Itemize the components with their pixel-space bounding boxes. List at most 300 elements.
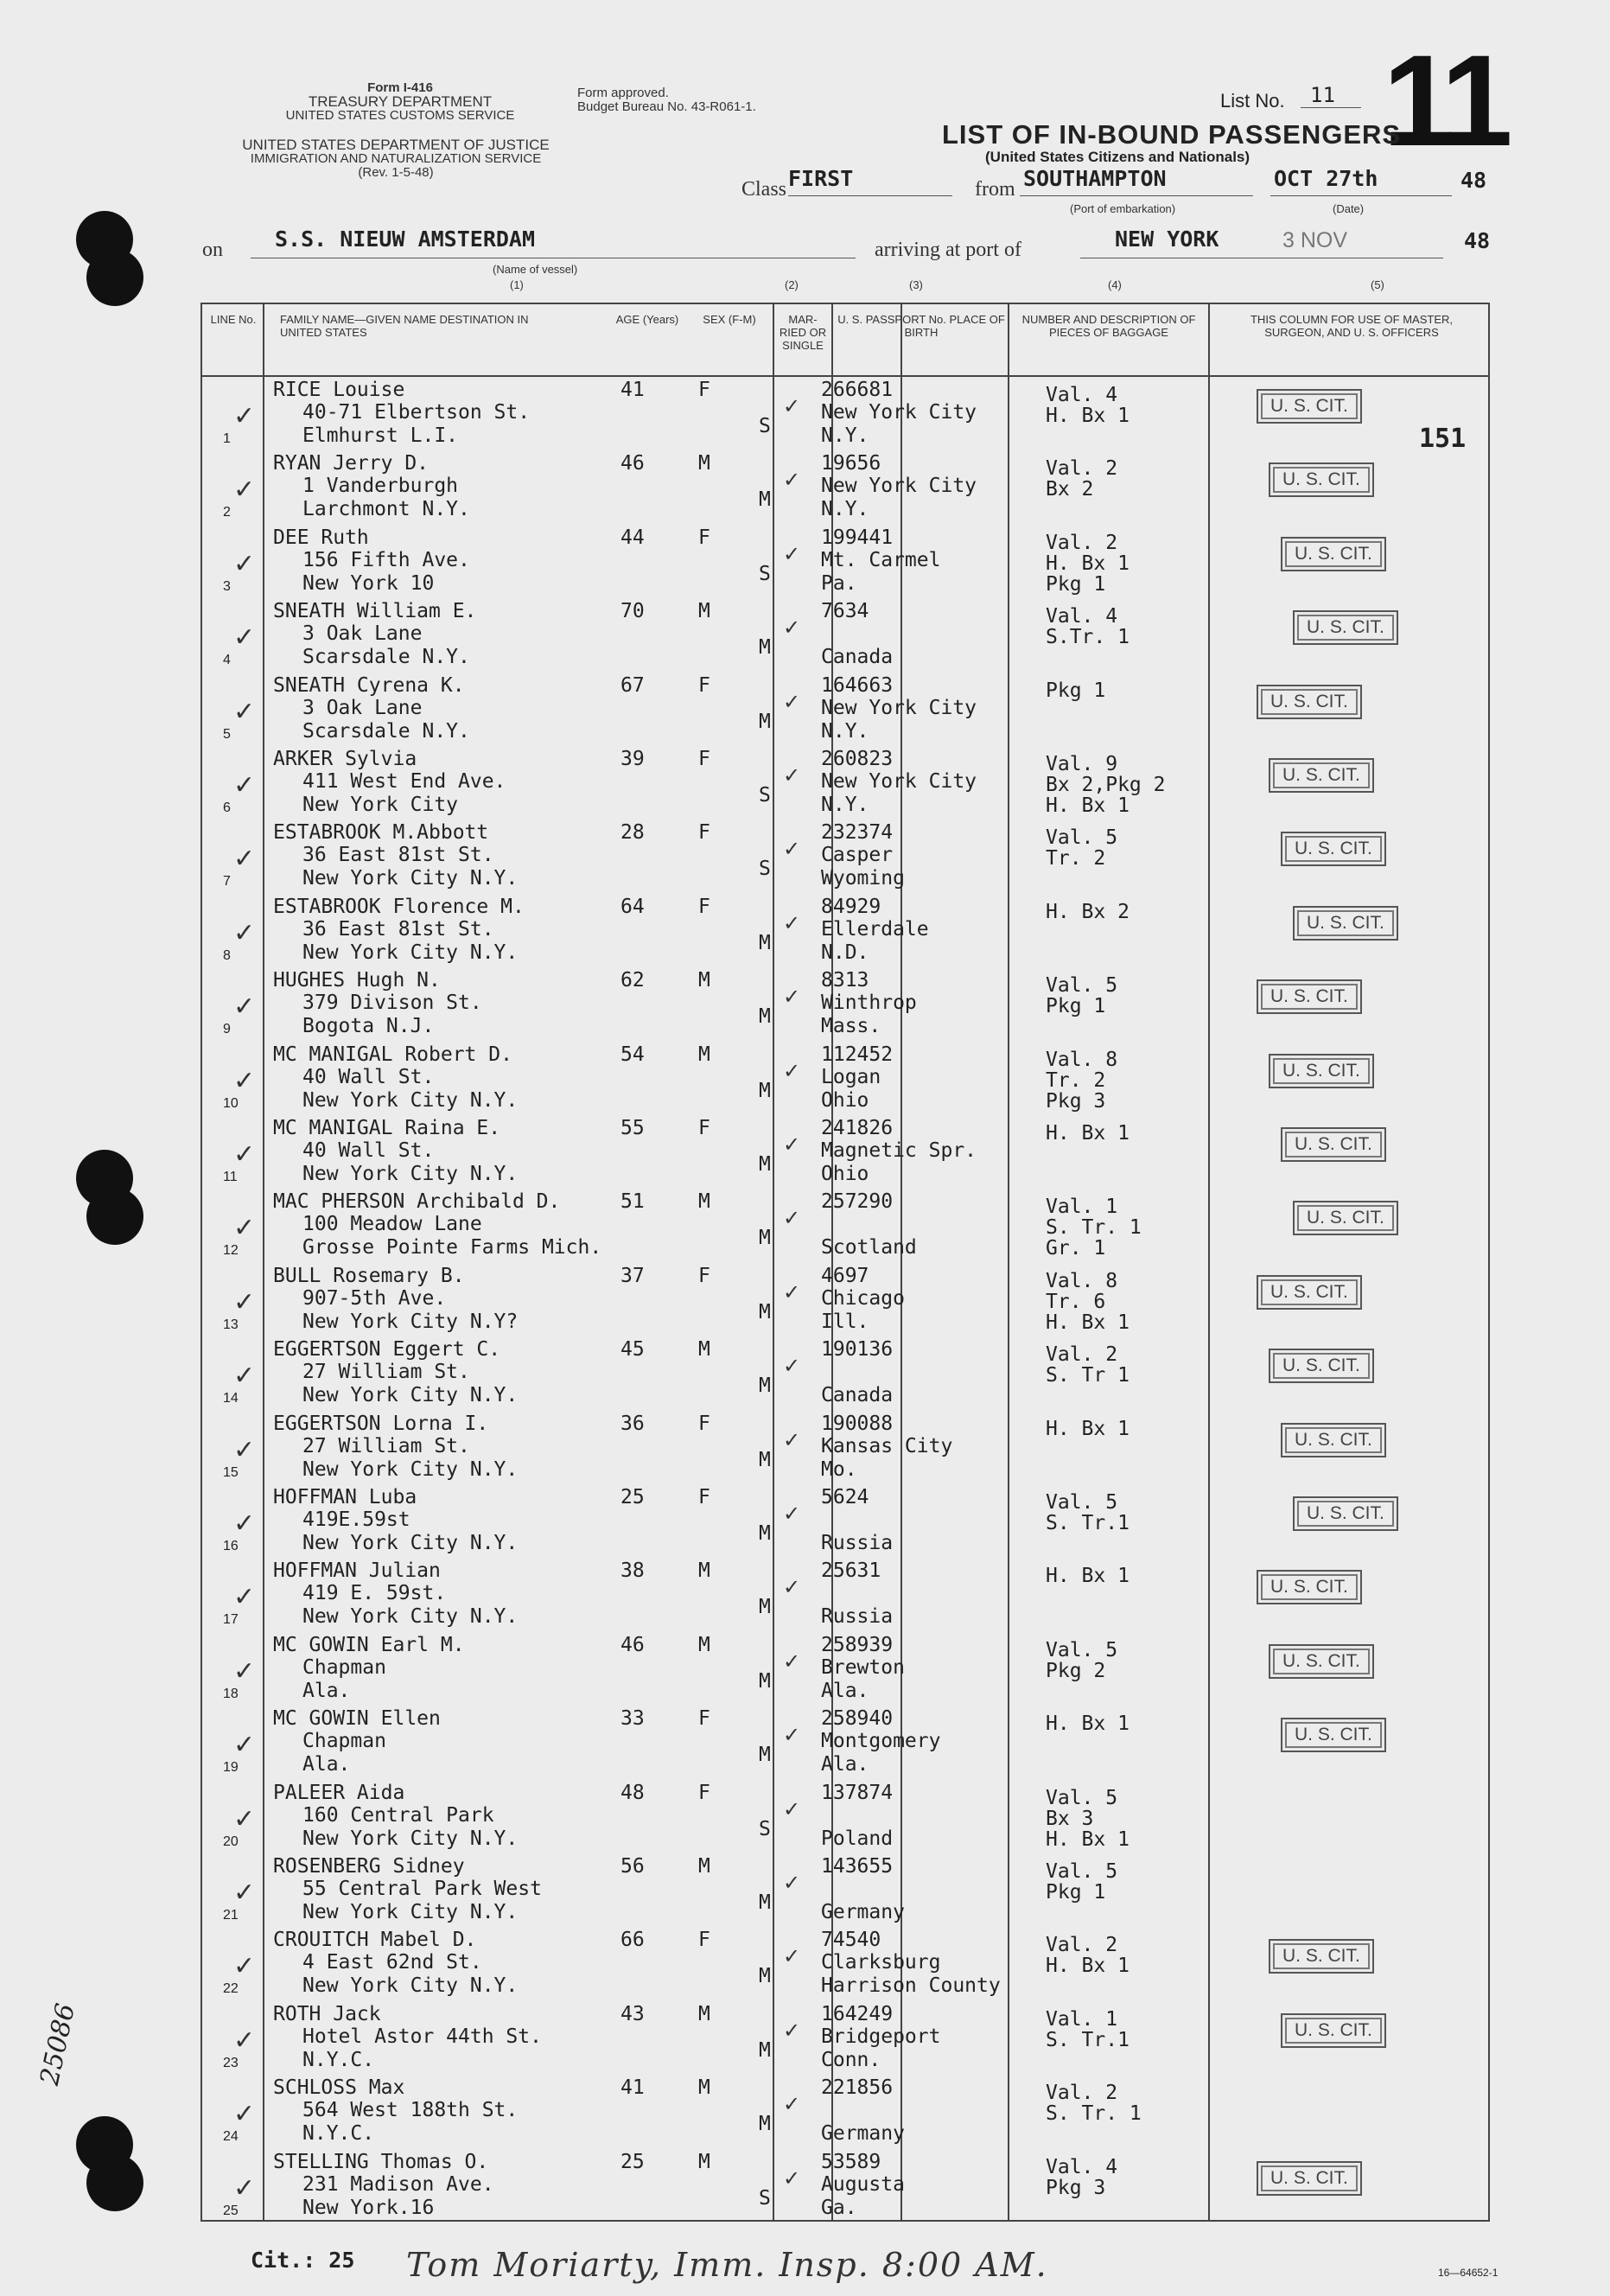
table-row <box>202 2001 1492 2076</box>
passenger-age: 46 <box>620 1633 645 1656</box>
passenger-age: 25 <box>620 2150 645 2173</box>
passenger-address-line1: 411 West End Ave. <box>302 770 506 793</box>
passport-number: 232374 <box>821 821 894 845</box>
line-no: 6 <box>223 800 231 815</box>
col-header-line-no: LINE No. <box>210 313 257 326</box>
passenger-age: 39 <box>620 748 645 770</box>
passenger-address-line1: 3 Oak Lane <box>302 622 423 646</box>
passenger-age: 44 <box>620 526 645 549</box>
budget-bureau: Budget Bureau No. 43-R061-1. <box>577 99 756 114</box>
birth-place-line1: New York City <box>821 770 977 793</box>
check-mark: ✓ <box>783 1723 801 1748</box>
passenger-age: 66 <box>620 1929 645 1952</box>
baggage-line2: S. Tr.1 <box>1046 2028 1130 2051</box>
from-underline <box>1020 195 1253 196</box>
birth-place-line1: Magnetic Spr. <box>821 1139 977 1162</box>
passenger-age: 36 <box>620 1412 645 1435</box>
passenger-marital-status: M <box>759 1744 771 1767</box>
check-mark: ✓ <box>233 401 256 431</box>
line-no: 13 <box>223 1317 239 1332</box>
us-citizen-stamp: U. S. CIT. <box>1257 2161 1362 2196</box>
check-mark: ✓ <box>233 992 256 1023</box>
passenger-age: 25 <box>620 1486 645 1508</box>
check-mark: ✓ <box>783 1132 801 1157</box>
birth-place-line2: N.Y. <box>821 424 869 447</box>
table-row <box>202 1411 1492 1485</box>
table-row <box>202 1558 1492 1632</box>
list-no-value: 11 <box>1310 83 1335 107</box>
passenger-sex: M <box>698 1633 710 1656</box>
passport-number: 53589 <box>821 2150 881 2173</box>
passenger-address-line1: 40 Wall St. <box>302 1065 435 1088</box>
check-mark: ✓ <box>233 1139 256 1170</box>
passport-number: 4697 <box>821 1264 869 1287</box>
table-row <box>202 2075 1492 2149</box>
passenger-name: ROSENBERG Sidney <box>273 1855 465 1878</box>
baggage-line1: Val. 1 <box>1046 2007 1118 2031</box>
line-no: 2 <box>223 505 231 520</box>
check-mark: ✓ <box>783 1575 801 1600</box>
passenger-age: 62 <box>620 969 645 992</box>
birth-place-line2: N.Y. <box>821 794 869 816</box>
birth-place-line2: N.D. <box>821 941 869 964</box>
passport-number: 260823 <box>821 748 894 770</box>
passenger-marital-status: S <box>759 415 771 437</box>
passenger-sex: F <box>698 1929 710 1952</box>
col-header-sex: SEX (F-M) <box>703 313 756 326</box>
passenger-name: MC GOWIN Earl M. <box>273 1633 465 1656</box>
line-no: 16 <box>223 1539 239 1553</box>
line-no: 23 <box>223 2055 239 2070</box>
birth-place-line1: Chicago <box>821 1286 905 1310</box>
year-value: 48 <box>1460 168 1487 193</box>
birth-place-line1: New York City <box>821 401 977 424</box>
birth-place-line2: Ala. <box>821 1679 869 1702</box>
passenger-address-line1: 36 East 81st St. <box>302 917 494 941</box>
birth-place-line1: Ellerdale <box>821 917 929 941</box>
passenger-sex: F <box>698 1264 710 1287</box>
passport-number: 258939 <box>821 1633 894 1656</box>
passenger-marital-status: M <box>759 1300 771 1323</box>
table-row <box>202 746 1492 820</box>
passport-number: 84929 <box>821 895 881 918</box>
baggage-line2: S.Tr. 1 <box>1046 626 1130 649</box>
check-mark: ✓ <box>783 2018 801 2043</box>
birth-place-line2: Russia <box>821 1532 894 1554</box>
passenger-age: 28 <box>620 821 645 845</box>
baggage-line1: H. Bx 2 <box>1046 900 1130 923</box>
port-embarkation-caption: (Port of embarkation) <box>1070 202 1176 215</box>
birth-place-line2: Conn. <box>821 2048 881 2071</box>
birth-place-line2: Pa. <box>821 571 857 595</box>
immigration-service: IMMIGRATION AND NATURALIZATION SERVICE <box>250 151 542 166</box>
baggage-line1: H. Bx 1 <box>1046 1417 1130 1440</box>
passenger-marital-status: M <box>759 931 771 954</box>
table-row <box>202 2149 1492 2223</box>
baggage-line1: Val. 2 <box>1046 1343 1118 1367</box>
passenger-address-line1: 379 Divison St. <box>302 992 482 1015</box>
line-no: 9 <box>223 1022 231 1037</box>
birth-place-line2: Russia <box>821 1605 894 1629</box>
form-header-justice <box>197 138 595 180</box>
passenger-address-line2: Grosse Pointe Farms Mich. <box>302 1236 602 1260</box>
check-mark: ✓ <box>783 1944 801 1969</box>
birth-place-line2: Ga. <box>821 2196 857 2219</box>
line-no: 8 <box>223 947 231 963</box>
line-no: 15 <box>223 1464 239 1480</box>
passenger-sex: M <box>698 1559 710 1583</box>
passenger-sex: M <box>698 1855 710 1878</box>
form-subtitle: (United States Citizens and Nationals) <box>985 149 1250 165</box>
passenger-address-line2: New York City N.Y. <box>302 1605 519 1629</box>
check-mark: ✓ <box>783 615 801 641</box>
passenger-name: PALEER Aida <box>273 1781 405 1804</box>
passenger-address-line1: 3 Oak Lane <box>302 696 423 719</box>
passenger-name: HUGHES Hugh N. <box>273 969 441 992</box>
check-mark: ✓ <box>783 1502 801 1526</box>
col-num-1: (1) <box>510 278 524 291</box>
passport-number: 25631 <box>821 1559 881 1583</box>
check-mark: ✓ <box>233 844 256 875</box>
passenger-sex: M <box>698 2002 710 2025</box>
passport-number: 190088 <box>821 1412 894 1435</box>
passenger-address-line1: 36 East 81st St. <box>302 844 494 867</box>
birth-place-line2: Harrison County <box>821 1974 1001 1998</box>
col-header-name: FAMILY NAME—GIVEN NAME DESTINATION IN UNITED STATES <box>280 313 529 339</box>
baggage-line2: H. Bx 1 <box>1046 1955 1130 1978</box>
passenger-age: 33 <box>620 1707 645 1731</box>
punch-hole <box>86 1188 143 1245</box>
birth-place-line2: Canada <box>821 646 894 669</box>
us-citizen-stamp: U. S. CIT. <box>1257 1275 1362 1310</box>
passenger-name: SNEATH Cyrena K. <box>273 673 465 697</box>
check-mark: ✓ <box>783 2165 801 2191</box>
passenger-name: DEE Ruth <box>273 526 369 549</box>
passenger-age: 64 <box>620 895 645 918</box>
passenger-name: EGGERTSON Lorna I. <box>273 1412 489 1435</box>
col-header-married: MAR-RIED OR SINGLE <box>779 313 827 352</box>
line-no: 24 <box>223 2129 239 2145</box>
passenger-age: 38 <box>620 1559 645 1583</box>
birth-place-line2: Mass. <box>821 1015 881 1038</box>
passenger-marital-status: M <box>759 1005 771 1029</box>
punch-hole <box>86 249 143 306</box>
us-citizen-stamp: U. S. CIT. <box>1269 758 1374 793</box>
form-title: LIST OF IN-BOUND PASSENGERS <box>942 119 1402 150</box>
baggage-line1: Val. 4 <box>1046 2155 1118 2178</box>
us-citizen-stamp: U. S. CIT. <box>1281 537 1386 571</box>
baggage-line3: Pkg 1 <box>1046 572 1106 596</box>
baggage-line1: Val. 5 <box>1046 1638 1118 1661</box>
passport-number: 241826 <box>821 1117 894 1139</box>
baggage-line3: Pkg 3 <box>1046 1089 1106 1113</box>
passenger-marital-status: M <box>759 1153 771 1176</box>
passenger-name: SNEATH William E. <box>273 600 477 623</box>
check-mark: ✓ <box>233 548 256 579</box>
passenger-name: MAC PHERSON Archibald D. <box>273 1190 561 1214</box>
line-no: 4 <box>223 653 231 668</box>
check-mark: ✓ <box>783 2092 801 2117</box>
passenger-age: 54 <box>620 1043 645 1066</box>
baggage-line1: Val. 9 <box>1046 753 1118 775</box>
passenger-age: 67 <box>620 673 645 697</box>
passport-number: 8313 <box>821 969 869 992</box>
passenger-address-line2: New York City N.Y. <box>302 1088 519 1112</box>
birth-place-line1: Bridgeport <box>821 2025 941 2048</box>
line-no: 12 <box>223 1243 239 1259</box>
passenger-marital-status: S <box>759 562 771 585</box>
date-caption: (Date) <box>1333 202 1365 215</box>
treasury-dept: TREASURY DEPARTMENT <box>308 93 493 110</box>
passenger-marital-status: M <box>759 1227 771 1250</box>
passenger-address-line2: New York City <box>302 794 459 816</box>
baggage-line2: H. Bx 1 <box>1046 405 1130 427</box>
us-citizen-stamp: U. S. CIT. <box>1293 1496 1398 1531</box>
passport-number: 19656 <box>821 452 881 475</box>
form-header-treasury <box>197 81 603 123</box>
check-mark: ✓ <box>783 394 801 418</box>
passenger-address-line2: N.Y.C. <box>302 2048 375 2071</box>
passenger-marital-status: M <box>759 1669 771 1693</box>
passenger-address-line1: 4 East 62nd St. <box>302 1951 482 1974</box>
passenger-address-line2: N.Y.C. <box>302 2122 375 2146</box>
table-row <box>202 1115 1492 1189</box>
baggage-line1: Val. 2 <box>1046 457 1118 481</box>
us-citizen-stamp: U. S. CIT. <box>1269 1349 1374 1383</box>
passenger-marital-status: M <box>759 1522 771 1545</box>
check-mark: ✓ <box>233 1655 256 1687</box>
passenger-marital-status: M <box>759 1079 771 1102</box>
baggage-line2: Pkg 1 <box>1046 995 1106 1018</box>
passenger-address-line2: Scarsdale N.Y. <box>302 646 470 669</box>
baggage-line1: Val. 5 <box>1046 1491 1118 1514</box>
check-mark: ✓ <box>783 985 801 1010</box>
check-mark: ✓ <box>783 1058 801 1083</box>
passenger-address-line2: New York City N.Y. <box>302 1457 519 1481</box>
check-mark: ✓ <box>783 1796 801 1821</box>
us-citizen-stamp: U. S. CIT. <box>1269 1939 1374 1974</box>
check-mark: ✓ <box>233 696 256 727</box>
passenger-address-line2: Ala. <box>302 1679 351 1702</box>
birth-place-line1: Casper <box>821 844 894 867</box>
arrival-date: 3 NOV <box>1282 228 1348 252</box>
passport-number: 5624 <box>821 1486 869 1508</box>
passenger-address-line1: Chapman <box>302 1655 386 1679</box>
passenger-sex: F <box>698 1781 710 1804</box>
handwritten-list-number: 11 <box>1383 28 1506 173</box>
passport-number: 112452 <box>821 1043 894 1066</box>
baggage-line1: Val. 1 <box>1046 1196 1118 1219</box>
passenger-marital-status: M <box>759 1374 771 1398</box>
table-row <box>202 1484 1492 1559</box>
passenger-age: 41 <box>620 379 645 401</box>
us-citizen-stamp: U. S. CIT. <box>1281 1423 1386 1457</box>
passenger-name: RICE Louise <box>273 379 405 401</box>
baggage-line1: Val. 5 <box>1046 826 1118 850</box>
passenger-name: ESTABROOK M.Abbott <box>273 821 489 845</box>
passenger-marital-status: M <box>759 1965 771 1988</box>
handwritten-side-note: 25086 <box>35 2000 82 2089</box>
check-mark: ✓ <box>233 1730 256 1761</box>
passenger-sex: M <box>698 969 710 992</box>
passenger-marital-status: M <box>759 488 771 512</box>
passenger-address-line2: New York City N.Y. <box>302 1974 519 1998</box>
check-mark: ✓ <box>233 1878 256 1908</box>
check-mark: ✓ <box>233 1434 256 1465</box>
us-citizen-stamp: U. S. CIT. <box>1257 685 1362 719</box>
table-row <box>202 598 1492 673</box>
customs-service: UNITED STATES CUSTOMS SERVICE <box>285 108 515 123</box>
us-citizen-stamp: U. S. CIT. <box>1281 832 1386 866</box>
baggage-line2: Pkg 3 <box>1046 2176 1106 2199</box>
passenger-address-line2: New York 10 <box>302 571 435 595</box>
passport-number: 199441 <box>821 526 894 549</box>
baggage-line3: Gr. 1 <box>1046 1237 1106 1260</box>
baggage-line1: H. Bx 1 <box>1046 1565 1130 1588</box>
table-row <box>202 1706 1492 1780</box>
birth-place-line1: Brewton <box>821 1655 905 1679</box>
birth-place-line2: Mo. <box>821 1457 857 1481</box>
baggage-line1: Val. 2 <box>1046 1934 1118 1957</box>
baggage-line2: Pkg 1 <box>1046 1881 1106 1904</box>
passenger-name: HOFFMAN Julian <box>273 1559 441 1583</box>
passenger-marital-status: M <box>759 2038 771 2062</box>
passenger-marital-status: S <box>759 2186 771 2210</box>
baggage-line2: S. Tr. 1 <box>1046 1216 1142 1240</box>
passenger-address-line2: Larchmont N.Y. <box>302 498 470 521</box>
passenger-address-line1: 55 Central Park West <box>302 1878 542 1900</box>
passenger-sex: F <box>698 1117 710 1139</box>
passenger-sex: M <box>698 2076 710 2100</box>
birth-place-line2: N.Y. <box>821 498 869 521</box>
passenger-sex: F <box>698 1412 710 1435</box>
passport-number: 266681 <box>821 379 894 401</box>
table-row <box>202 377 1492 451</box>
passport-number: 221856 <box>821 2076 894 2100</box>
table-row <box>202 894 1492 968</box>
check-mark: ✓ <box>233 1286 256 1317</box>
passenger-marital-status: M <box>759 2113 771 2136</box>
check-mark: ✓ <box>233 2025 256 2056</box>
check-mark: ✓ <box>783 541 801 566</box>
line-no: 20 <box>223 1834 239 1849</box>
col-num-5: (5) <box>1371 278 1384 291</box>
from-value: SOUTHAMPTON <box>1023 166 1167 191</box>
passenger-address-line2: New York City N.Y. <box>302 1532 519 1554</box>
passport-number: 137874 <box>821 1781 894 1804</box>
class-value: FIRST <box>788 166 854 191</box>
passenger-name: ESTABROOK Florence M. <box>273 895 525 918</box>
table-row <box>202 525 1492 599</box>
baggage-line3: H. Bx 1 <box>1046 1827 1130 1851</box>
passenger-address-line2: New York City N.Y? <box>302 1310 519 1333</box>
birth-place-line1: New York City <box>821 696 977 719</box>
table-row <box>202 1336 1492 1411</box>
passport-number: 74540 <box>821 1929 881 1952</box>
passenger-age: 45 <box>620 1338 645 1362</box>
passport-number: 190136 <box>821 1338 894 1362</box>
birth-place-line2: N.Y. <box>821 719 869 743</box>
passenger-address-line2: New York City N.Y. <box>302 1901 519 1923</box>
col-num-2: (2) <box>785 278 799 291</box>
line-no: 10 <box>223 1095 239 1111</box>
baggage-line1: Val. 4 <box>1046 384 1118 406</box>
passenger-address-line2: New York City N.Y. <box>302 1163 519 1185</box>
passenger-address-line2: New York City N.Y. <box>302 867 519 890</box>
passenger-sex: F <box>698 379 710 401</box>
check-mark: ✓ <box>233 1951 256 1982</box>
table-row <box>202 1927 1492 2001</box>
us-citizen-stamp: U. S. CIT. <box>1269 1054 1374 1088</box>
passenger-sex: F <box>698 526 710 549</box>
passenger-address-line1: 564 West 188th St. <box>302 2099 519 2122</box>
table-row <box>202 673 1492 747</box>
birth-place-line2: Canada <box>821 1384 894 1407</box>
baggage-line1: H. Bx 1 <box>1046 1122 1130 1145</box>
check-mark: ✓ <box>783 689 801 714</box>
passenger-address-line1: Chapman <box>302 1730 386 1753</box>
passenger-address-line2: New York City N.Y. <box>302 1384 519 1407</box>
check-mark: ✓ <box>233 1803 256 1834</box>
baggage-line1: Val. 5 <box>1046 1786 1118 1809</box>
passenger-age: 48 <box>620 1781 645 1804</box>
passenger-table <box>200 303 1490 2222</box>
vessel-name: S.S. NIEUW AMSTERDAM <box>275 226 536 252</box>
us-citizen-stamp: U. S. CIT. <box>1257 1570 1362 1604</box>
baggage-line2: S. Tr.1 <box>1046 1512 1130 1534</box>
table-row <box>202 1632 1492 1706</box>
birth-place-line2: Germany <box>821 1901 905 1923</box>
birth-place-line2: Ohio <box>821 1088 869 1112</box>
birth-place-line2: Poland <box>821 1827 894 1850</box>
baggage-line3: H. Bx 1 <box>1046 1311 1130 1334</box>
passenger-sex: F <box>698 821 710 845</box>
col-num-4: (4) <box>1108 278 1122 291</box>
passenger-name: RYAN Jerry D. <box>273 452 430 475</box>
line-no: 19 <box>223 1760 239 1776</box>
date-underline <box>1270 195 1452 196</box>
baggage-line2: H. Bx 1 <box>1046 552 1130 575</box>
birth-place-line1: Augusta <box>821 2172 905 2196</box>
col-header-age: AGE (Years) <box>615 313 679 326</box>
date-value: OCT 27th <box>1274 166 1378 191</box>
baggage-line1: Val. 5 <box>1046 1860 1118 1883</box>
passenger-address-line2: Elmhurst L.I. <box>302 424 459 447</box>
passenger-marital-status: S <box>759 784 771 807</box>
passenger-age: 51 <box>620 1190 645 1214</box>
passenger-address-line1: 1 Vanderburgh <box>302 475 459 498</box>
passenger-address-line2: New York City N.Y. <box>302 941 519 964</box>
passenger-sex: M <box>698 2150 710 2173</box>
class-label: Class <box>741 178 787 201</box>
check-mark: ✓ <box>233 1508 256 1539</box>
passenger-address-line2: New York.16 <box>302 2196 435 2219</box>
passenger-sex: F <box>698 1707 710 1731</box>
line-no: 25 <box>223 2203 239 2218</box>
list-no-label: List No. <box>1220 90 1285 112</box>
us-citizen-stamp: U. S. CIT. <box>1281 2013 1386 2048</box>
vessel-caption: (Name of vessel) <box>493 263 578 276</box>
line-no: 1 <box>223 431 231 446</box>
us-citizen-stamp: U. S. CIT. <box>1293 610 1398 645</box>
form-approved: Form approved. <box>577 86 669 100</box>
check-mark: ✓ <box>783 468 801 493</box>
check-mark: ✓ <box>783 763 801 788</box>
birth-place-line1: Kansas City <box>821 1434 953 1457</box>
passenger-address-line1: 419 E. 59st. <box>302 1582 447 1605</box>
passenger-address-line1: 907-5th Ave. <box>302 1286 447 1310</box>
check-mark: ✓ <box>233 475 256 506</box>
